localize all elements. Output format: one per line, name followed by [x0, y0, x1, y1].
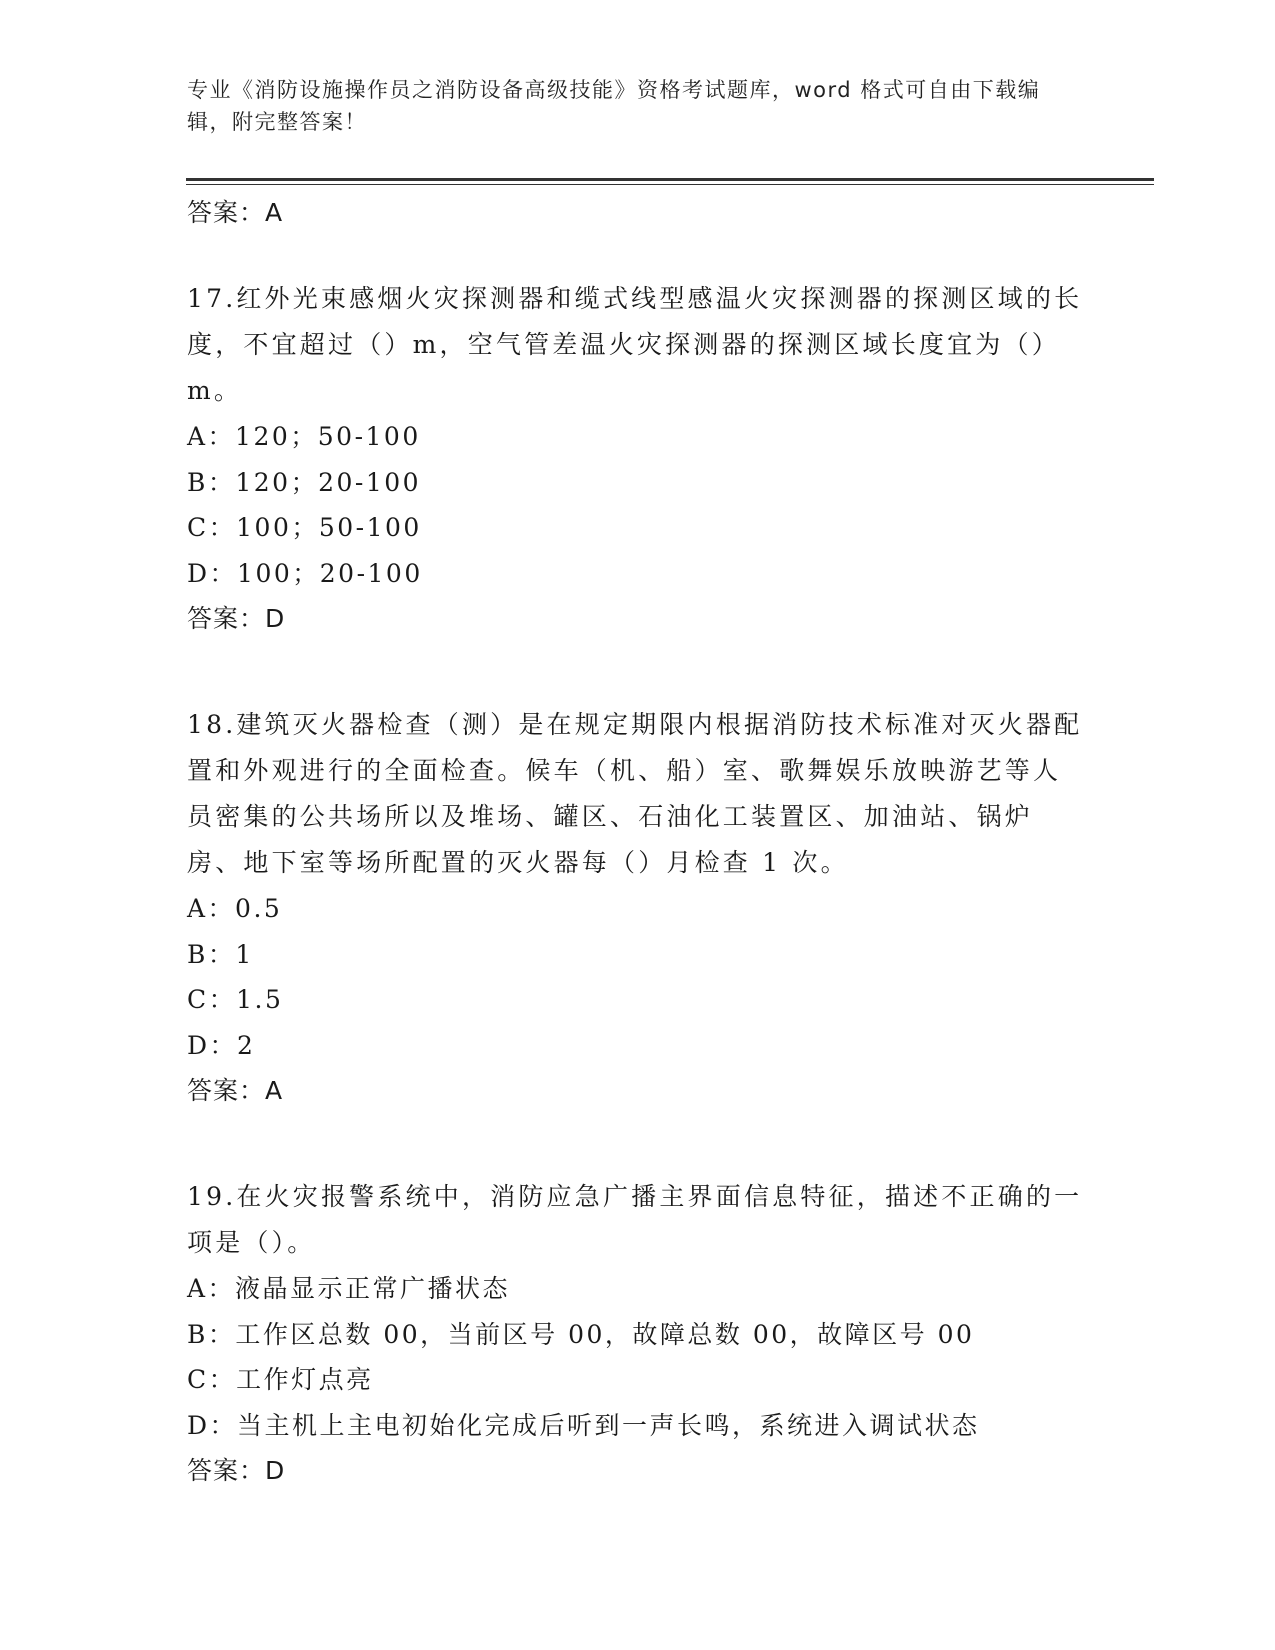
- option-a: A：120；50-100: [187, 422, 421, 451]
- spacer: [187, 1114, 1087, 1174]
- option-c: C：工作灯点亮: [187, 1365, 374, 1394]
- answer-line: 答案：D: [187, 604, 286, 633]
- header-divider-thin: [186, 184, 1154, 185]
- question-block-19: [187, 1174, 1087, 1494]
- option-a: A：液晶显示正常广播状态: [187, 1274, 511, 1303]
- option-c: C：1.5: [187, 985, 284, 1014]
- question-text: 18.建筑灭火器检查（测）是在规定期限内根据消防技术标准对灭火器配置和外观进行的全面检查。候车（机、船）室、歌舞娱乐放映游艺等人员密集的公共场所以及堆场、罐区、石油化工装置区、加油站、锅炉房、地下室等场所配置的灭火器每（）月检查 1 次。: [187, 710, 1083, 877]
- option-c: C：100；50-100: [187, 513, 422, 542]
- option-b: B：120；20-100: [187, 467, 422, 497]
- option-d: D：100；20-100: [187, 558, 423, 588]
- option-b: B：1: [187, 939, 254, 969]
- question-list: [187, 190, 1087, 1494]
- question-text: 17.红外光束感烟火灾探测器和缆式线型感温火灾探测器的探测区域的长度，不宜超过（）m，空气管差温火灾探测器的探测区域长度宜为（）m。: [187, 284, 1083, 405]
- answer-line: 答案：A: [187, 1076, 284, 1105]
- document-header: 专业《消防设施操作员之消防设备高级技能》资格考试题库，word 格式可自由下载编辑，附完整答案！: [187, 78, 1041, 134]
- option-d: D：当主机上主电初始化完成后听到一声长鸣，系统进入调试状态: [187, 1410, 980, 1440]
- answer-line: 答案：A: [187, 198, 284, 227]
- option-d: D：2: [187, 1030, 256, 1060]
- spacer: [187, 642, 1087, 702]
- option-b: B：工作区总数 00，当前区号 00，故障总数 00，故障区号 00: [187, 1319, 975, 1349]
- header-divider-thick: [186, 178, 1154, 181]
- option-a: A：0.5: [187, 894, 283, 923]
- spacer: [187, 236, 1087, 276]
- question-text: 19.在火灾报警系统中，消防应急广播主界面信息特征，描述不正确的一项是（）。: [187, 1182, 1083, 1257]
- question-block-17: [187, 276, 1087, 642]
- answer-line: 答案：D: [187, 1456, 286, 1485]
- question-block-18: [187, 702, 1087, 1114]
